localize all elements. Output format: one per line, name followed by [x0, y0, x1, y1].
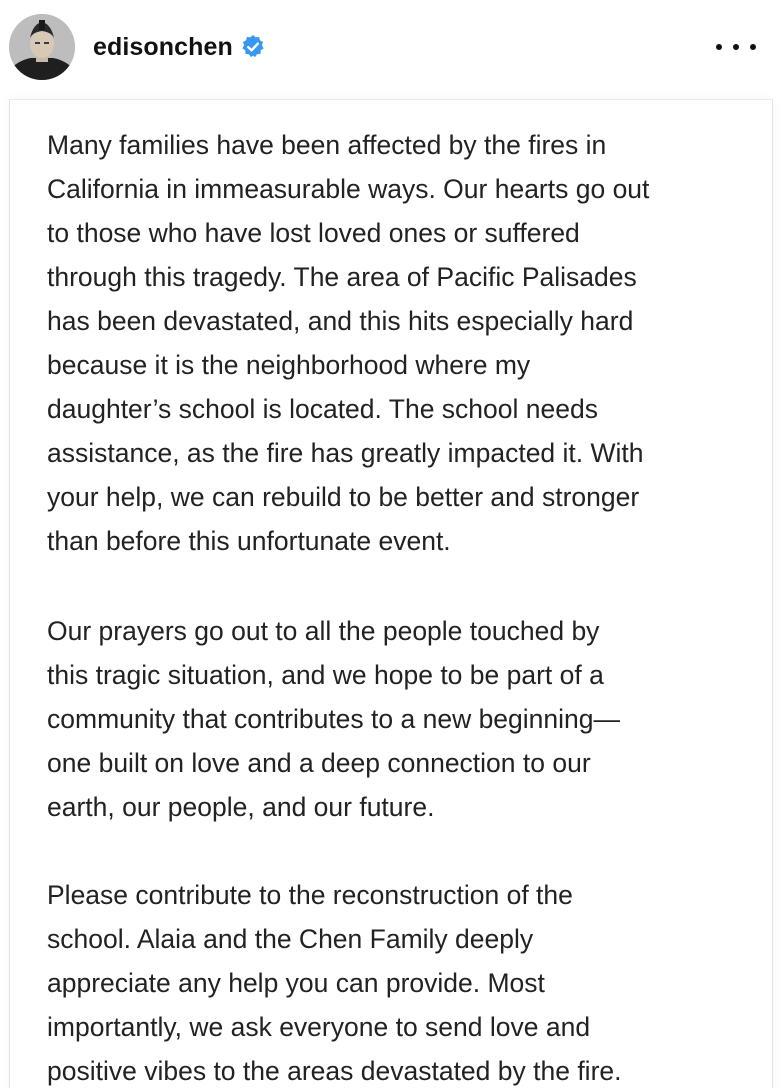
text-line: Our prayers go out to all the people touched by	[47, 616, 600, 646]
username[interactable]: edisonchen	[93, 32, 233, 61]
text-line: daughter’s school is located. The school needs	[47, 394, 598, 424]
verified-badge-icon	[240, 34, 266, 60]
text-line: than before this unfortunate event.	[47, 526, 451, 556]
text-line: to those who have lost loved ones or suffered	[47, 218, 580, 248]
text-line: this tragic situation, and we hope to be part of a	[47, 660, 604, 690]
more-dot	[733, 44, 739, 50]
more-dot	[750, 44, 756, 50]
post-paragraph-2	[47, 609, 757, 829]
more-options-icon[interactable]	[716, 30, 756, 64]
post-paragraph-3	[47, 873, 757, 1088]
text-line: through this tragedy. The area of Pacific Palisades	[47, 262, 637, 292]
more-dot	[716, 44, 722, 50]
text-line: has been devastated, and this hits especially hard	[47, 306, 634, 336]
post-header	[0, 0, 782, 98]
text-line: earth, our people, and our future.	[47, 792, 435, 822]
text-line: one built on love and a deep connection to our	[47, 748, 591, 778]
text-line: because it is the neighborhood where my	[47, 350, 531, 380]
text-line: assistance, as the fire has greatly impacted it. With	[47, 438, 644, 468]
text-line: Please contribute to the reconstruction of the	[47, 880, 573, 910]
text-line: positive vibes to the areas devastated by the fire.	[47, 1056, 622, 1086]
username-row	[93, 30, 266, 64]
user-avatar-icon	[9, 14, 75, 80]
avatar[interactable]	[9, 14, 75, 80]
text-line: importantly, we ask everyone to send love and	[47, 1012, 591, 1042]
text-line: community that contributes to a new beginning—	[47, 704, 621, 734]
text-line: appreciate any help you can provide. Most	[47, 968, 545, 998]
post-paragraph-1	[47, 123, 757, 563]
text-line: Many families have been affected by the fires in	[47, 130, 607, 160]
text-line: school. Alaia and the Chen Family deeply	[47, 924, 534, 954]
text-line: your help, we can rebuild to be better and stronger	[47, 482, 640, 512]
text-line: California in immeasurable ways. Our hearts go out	[47, 174, 650, 204]
post-text-card	[9, 99, 773, 1088]
